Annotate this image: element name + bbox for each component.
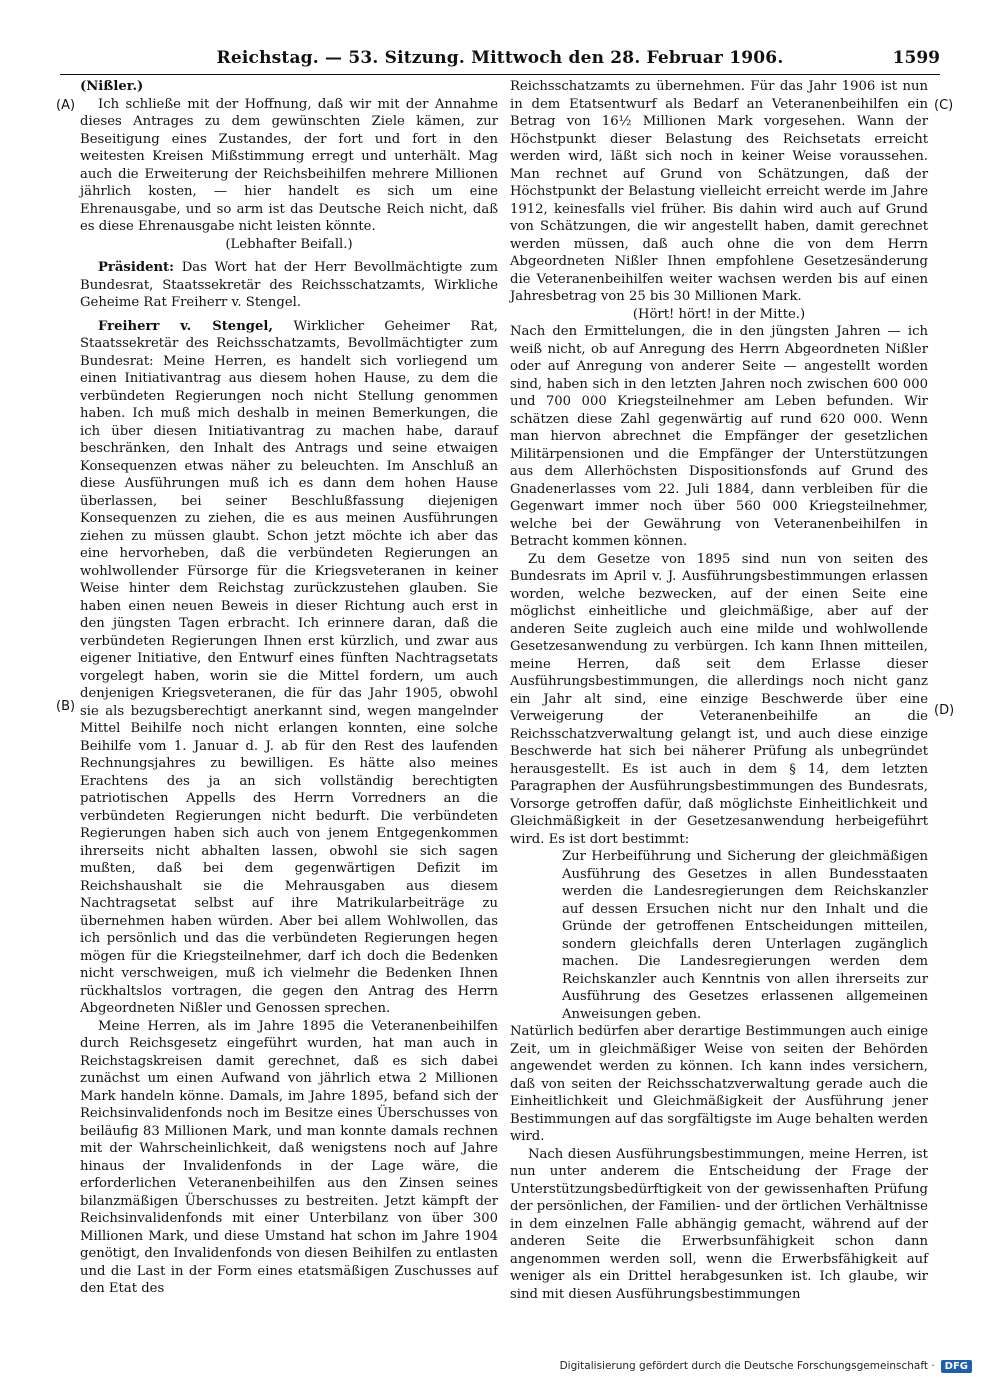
speech-text: Wirklicher Geheimer Rat, Staatssekretär des Reichsschatzamts, Bevollmächtigter zum Bundesrat: Meine Herren, es handelt sich vorliegend um einen Initiativantrag aus diesem hohen Hause, zu dem die verbündeten Regierungen noch nicht Stellung genommen haben. Ich muß mich deshalb in meinen Bemerkungen, die ich über diesen Initiativantrag zu machen habe, darauf beschränken, den Inhalt des Antrags und seine etwaigen Konsequenzen etwas näher zu beleuchten. Im Anschluß an diese Ausführungen muß ich es dann dem hohen Hause überlassen, bei seiner Beschlußfassung diejenigen Konsequenzen zu ziehen, die es aus meinen Ausführungen ziehen zu müssen glaubt. Schon jetzt möchte ich aber das eine hervorheben, daß die verbündeten Regierungen an wohlwollender Fürsorge für die Kriegsveteranen in keiner Weise hinter dem Reichstag zurückzustehen glauben. Sie haben einen neuen Beweis in dieser Richtung auch erst in den jüngsten Tagen erbracht. Ich erinnere daran, daß die verbündeten Regierungen Ihnen erst kürzlich, und zwar aus eigener Initiative, den Entwurf eines fünften Nachtragsetats vorgelegt haben, worin sie die Mittel fordern, um auch denjenigen Kriegsveteranen, die für das Jahr 1905, obwohl sie als bezugsberechtigt anerkannt sind, wegen mangelnder Mittel Beihilfe noch nicht erlangen konnten, eine solche Beihilfe vom 1. Januar d. J. ab für den Rest des laufenden Rechnungsjahres zu bewilligen. Es hätte also meines Erachtens des ja an sich vollständig berechtigten patriotischen Appells des Herrn Vorredners an die verbündeten Regierungen nicht bedurft. Die verbündeten Regierungen haben sich auch von jenem Entgegenkommen ihrerseits nicht abhalten lassen, obwohl sie sich sagen mußten, daß bei dem gegenwärtigen Defizit im Reichshaushalt sie die Mehrausgaben aus diesem Nachtragsetat selbst auf ihre Matrikularbeiträge zu übernehmen haben würden. Aber bei allem Wohlwollen, das ich persönlich und das die verbündeten Regierungen hegen mögen für die Kriegsteilnehmer, darf ich doch die Bedenken nicht verschweigen, muß ich vielmehr die Bedenken Ihnen rückhaltslos vortragen, die gegen den Antrag des Herrn Abgeordneten Nißler und Genossen sprechen. <box>80 318 498 1016</box>
paragraph: Natürlich bedürfen aber derartige Bestimmungen auch einige Zeit, um in gleichmäßiger Weise von seiten der Behörden angewendet werden zu können. Ich kann indes versichern, daß von seiten der Reichsschatzverwaltung gerade auch die Einheitlichkeit und Gleichmäßigkeit der Ausführung jener Bestimmungen auf das sorgfältigste im Auge behalten werden wird. <box>510 1024 928 1144</box>
margin-marker-b: (B) <box>56 699 76 714</box>
page-footer <box>560 1357 972 1375</box>
stengel-paragraph <box>80 318 498 1018</box>
speaker-label: Freiherr v. Stengel, <box>98 318 273 334</box>
paragraph: Meine Herren, als im Jahre 1895 die Veteranenbeihilfen durch Reichsgesetz eingeführt wurden, hat man auch in Reichstagskreisen damit gerechnet, daß es sich dabei zunächst um einen Aufwand von jährlich etwa 2 Millionen Mark handeln könne. Damals, im Jahre 1895, befand sich der Reichsinvalidenfonds noch im Besitze eines Überschusses von beiläufig 83 Millionen Mark, und man konnte damals rechnen mit der Wahrscheinlichkeit, daß wenigstens noch auf Jahre hinaus der Invalidenfonds in der Lage wäre, die erforderlichen Veteranenbeihilfen aus den Zinsen seines bilanzmäßigen Überschusses zu bestreiten. Jetzt kämpft der Reichsinvalidenfonds mit einer Unterbilanz von über 300 Millionen Mark, und diese Umstand hat schon im Jahre 1904 genötigt, den Invalidenfonds von diesen Beihilfen zu entlasten und die Last in der Form eines etatsmäßigen Zuschusses auf den Etat des <box>80 1018 498 1296</box>
running-title: Reichstag. — 53. Sitzung. Mittwoch den 28. Februar 1906. <box>216 48 784 68</box>
speaker-note: (Nißler.) <box>80 79 144 94</box>
margin-marker-c: (C) <box>934 98 954 113</box>
page-header <box>60 44 940 75</box>
paragraph: Zu dem Gesetze von 1895 sind nun von seiten des Bundesrats im April v. J. Ausführungsbestimmungen erlassen worden, welche bezwecken, auf der einen Seite eine möglichst einheitliche und gleichmäßige, aber auf der anderen Seite zugleich auch eine milde und wohlwollende Gesetzesanwendung zu verbürgen. Ich kann Ihnen mitteilen, meine Herren, daß seit dem Erlasse dieser Ausführungsbestimmungen, die allerdings noch nicht ganz ein Jahr alt sind, eine einzige Beschwerde über eine Verweigerung der Veteranenbeihilfe an die Reichsschatzverwaltung gelangt ist, und auch diese einzige Beschwerde hat sich bei näherer Prüfung als unbegründet herausgestellt. Es ist auch in dem § 14, dem letzten Paragraphen der Ausführungsbestimmungen des Bundesrats, Vorsorge getroffen dafür, daß möglichste Einheitlichkeit und Gleichmäßigkeit in der Gesetzesanwendung herbeigeführt wird. Es ist dort bestimmt: <box>510 551 928 847</box>
speech-text: Das Wort hat der Herr Bevollmächtigte zum Bundesrat, Staatssekretär des Reichsschatzamts, Wirkliche Geheime Rat Freiherr v. Stengel. <box>80 260 498 310</box>
digitization-credit: Digitalisierung gefördert durch die Deutsche Forschungsgemeinschaft · <box>559 1360 935 1372</box>
paragraph: Nach den Ermittelungen, die in den jüngsten Jahren — ich weiß nicht, ob auf Anregung des Herrn Abgeordneten Nißler oder auf Anregung von anderer Seite — angestellt worden sind, haben sich in den letzten Jahren noch zwischen 600 000 und 700 000 Kriegsteilnehmer am Leben befunden. Wir schätzen diese Zahl gegenwärtig auf rund 620 000. Wenn man hiervon abrechnet die Empfänger der gesetzlichen Militärpensionen und die Empfänger der Unterstützungen aus dem Allerhöchsten Dispositionsfonds auf Grund des Gnadenerlasses vom 22. Juli 1884, dann verbleiben für die Gegenwart immer noch über 560 000 Kriegsteilnehmer, welche bei der Gewährung von Veteranenbeihilfen in Betracht kommen können. <box>510 324 928 549</box>
applause-note: (Lebhafter Beifall.) <box>225 236 353 252</box>
paragraph: Nach diesen Ausführungsbestimmungen, meine Herren, ist nun unter anderem die Entscheidung der Frage der Unterstützungsbedürftigkeit von der gewissenhaften Prüfung der persönlichen, der Familien- und der örtlichen Verhältnisse in dem einzelnen Falle abhängig gemacht, während auf der anderen Seite die Erwerbsunfähigkeit schon dann angenommen werden soll, wenn die Erwerbsfähigkeit auf weniger als ein Drittel herabgesunken ist. Ich glaube, wir sind mit diesen Ausführungsbestimmungen <box>510 1146 928 1302</box>
quoted-regulation: Zur Herbeiführung und Sicherung der gleichmäßigen Ausführung des Gesetzes in allen Bundesstaaten werden die Landesregierungen dem Reichskanzler auf dessen Ersuchen nicht nur den Inhalt und die Gründe der getroffenen Entscheidungen mitteilen, sondern gleichfalls deren Unterlagen zugänglich machen. Die Landesregierungen werden dem Reichskanzler auch Kenntnis von allen ihrerseits zur Ausführung des Gesetzes erlassenen allgemeinen Anweisungen geben. <box>562 849 928 1022</box>
paragraph: Reichsschatzamts zu übernehmen. Für das Jahr 1906 ist nun in dem Etatsentwurf als Bedarf an Veteranenbeihilfen ein Betrag von 16½ Millionen Mark vorgesehen. Wann der Höchstpunkt dieser Belastung des Reichsetats erreicht werden wird, läßt sich noch in keiner Weise voraussehen. Man rechnet auf Grund von Schätzungen, daß der Höchstpunkt der Belastung vielleicht erreicht werde im Jahre 1912, keinesfalls viel früher. Bis dahin wird auch auf Grund von Schätzungen, die wir angestellt haben, damit gerechnet werden müssen, daß auch ohne die von dem Herrn Abgeordneten Nißler Ihnen empfohlene Gesetzesänderung die Veteranenbeihilfen weiter wachsen werden bis auf einen Jahresbetrag von 25 bis 30 Millionen Mark. <box>510 79 928 304</box>
left-column <box>80 78 498 1298</box>
margin-marker-a: (A) <box>56 98 76 113</box>
right-column <box>510 78 928 1303</box>
interjection-note: (Hört! hört! in der Mitte.) <box>632 306 806 322</box>
page-number: 1599 <box>892 48 940 68</box>
dfg-logo: DFG <box>941 1360 972 1373</box>
margin-marker-d: (D) <box>934 703 955 718</box>
speaker-label: Präsident: <box>98 260 175 275</box>
paragraph: Ich schließe mit der Hoffnung, daß wir mit der Annahme dieses Antrages zu dem gewünschten Ziele kämen, zur Beseitigung eines Zustandes, der fort und fort in den weitesten Kreisen Mißstimmung erregt und unterhält. Mag auch die Erweiterung der Reichsbeihilfen mehrere Millionen jährlich kosten, — hier handelt es sich um eine Ehrenausgabe, und so arm ist das Deutsche Reich nicht, daß es diese Ehrenausgabe nicht leisten könnte. <box>80 96 498 234</box>
president-paragraph <box>80 259 498 312</box>
